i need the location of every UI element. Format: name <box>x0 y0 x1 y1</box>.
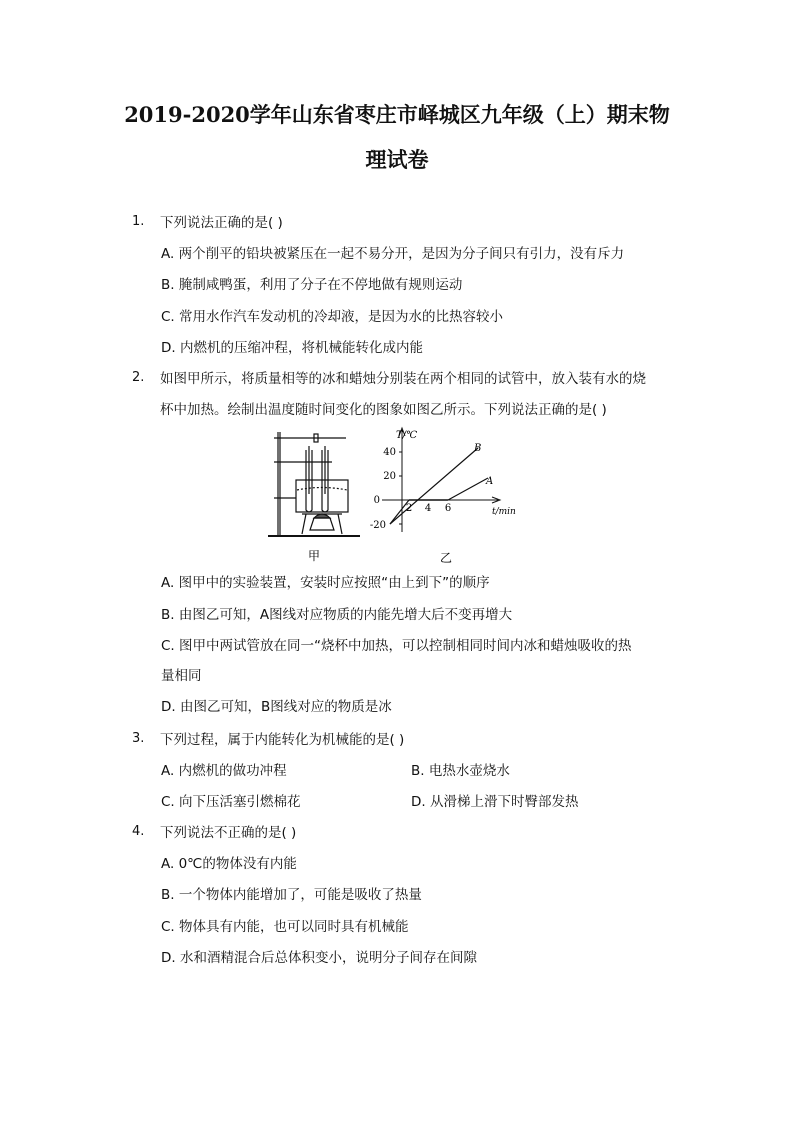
line-b-label: B <box>474 443 482 454</box>
question-3-option-b: B. 电热水壶烧水 <box>411 763 510 779</box>
x-tick-4: 4 <box>424 503 432 514</box>
question-3-stem: 下列过程，属于内能转化为机械能的是( ) <box>160 732 405 748</box>
question-2-option-b: B. 由图乙可知，A图线对应物质的内能先增大后不变再增大 <box>161 607 513 623</box>
question-2-option-c: C. 图甲中两试管放在同一“烧杯中加热，可以控制相同时间内冰和蜡烛吸收的热 <box>161 638 632 654</box>
question-4-number: 4. <box>132 824 145 839</box>
question-4-option-b: B. 一个物体内能增加了，可能是吸收了热量 <box>161 887 422 903</box>
question-1-option-b: B. 腌制咸鸭蛋，利用了分子在不停地做有规则运动 <box>161 277 463 293</box>
question-1-stem: 下列说法正确的是( ) <box>160 215 283 231</box>
y-tick-0: 0 <box>373 495 380 506</box>
question-2-stem-line1: 如图甲所示，将质量相等的冰和蜡烛分别装在两个相同的试管中，放入装有水的烧 <box>160 371 646 387</box>
line-b-path <box>390 448 478 524</box>
question-4-option-c: C. 物体具有内能，也可以同时具有机械能 <box>161 919 409 935</box>
line-a-path-rise <box>448 478 488 500</box>
question-2-option-c-continued: 量相同 <box>161 668 202 684</box>
x-axis-label: t/min <box>492 507 516 517</box>
question-3-option-d: D. 从滑梯上滑下时臀部发热 <box>411 794 579 810</box>
question-4-option-d: D. 水和酒精混合后总体积变小，说明分子间存在间隙 <box>161 950 477 966</box>
line-a-label: A <box>486 476 494 487</box>
x-tick-2: 2 <box>405 503 413 514</box>
question-2-figure <box>266 424 536 566</box>
question-1-option-c: C. 常用水作汽车发动机的冷却液，是因为水的比热容较小 <box>161 309 504 325</box>
question-4-stem: 下列说法不正确的是( ) <box>160 825 297 841</box>
figure-label-yi: 乙 <box>439 551 453 565</box>
question-2-number: 2. <box>132 370 145 385</box>
exam-title-line2: 理试卷 <box>365 147 429 172</box>
y-tick-40: 40 <box>383 447 396 458</box>
x-tick-6: 6 <box>444 503 452 514</box>
question-3-number: 3. <box>132 731 145 746</box>
exam-title-line1: 2019-2020学年山东省枣庄市峄城区九年级（上）期末物 <box>124 102 670 127</box>
figure-label-jia: 甲 <box>307 549 321 563</box>
question-1-option-d: D. 内燃机的压缩冲程，将机械能转化成内能 <box>161 340 423 356</box>
y-axis-label: T/℃ <box>396 430 418 441</box>
question-3-option-c: C. 向下压活塞引燃棉花 <box>161 794 301 810</box>
question-2-option-a: A. 图甲中的实验装置，安装时应按照“由上到下”的顺序 <box>161 575 490 591</box>
question-2-stem-line2: 杯中加热。绘制出温度随时间变化的图象如图乙所示。下列说法正确的是( ) <box>160 402 607 418</box>
question-4-option-a: A. 0℃的物体没有内能 <box>161 856 297 872</box>
apparatus-drawing <box>268 432 360 536</box>
y-tick-20: 20 <box>383 471 396 482</box>
temperature-graph <box>382 428 500 532</box>
question-3-option-a: A. 内燃机的做功冲程 <box>161 763 287 779</box>
question-1-option-a: A. 两个削平的铅块被紧压在一起不易分开，是因为分子间只有引力，没有斥力 <box>161 246 625 262</box>
question-2-option-d: D. 由图乙可知，B图线对应的物质是冰 <box>161 699 392 715</box>
question-1-number: 1. <box>132 214 145 229</box>
y-tick-neg20: -20 <box>369 520 386 531</box>
